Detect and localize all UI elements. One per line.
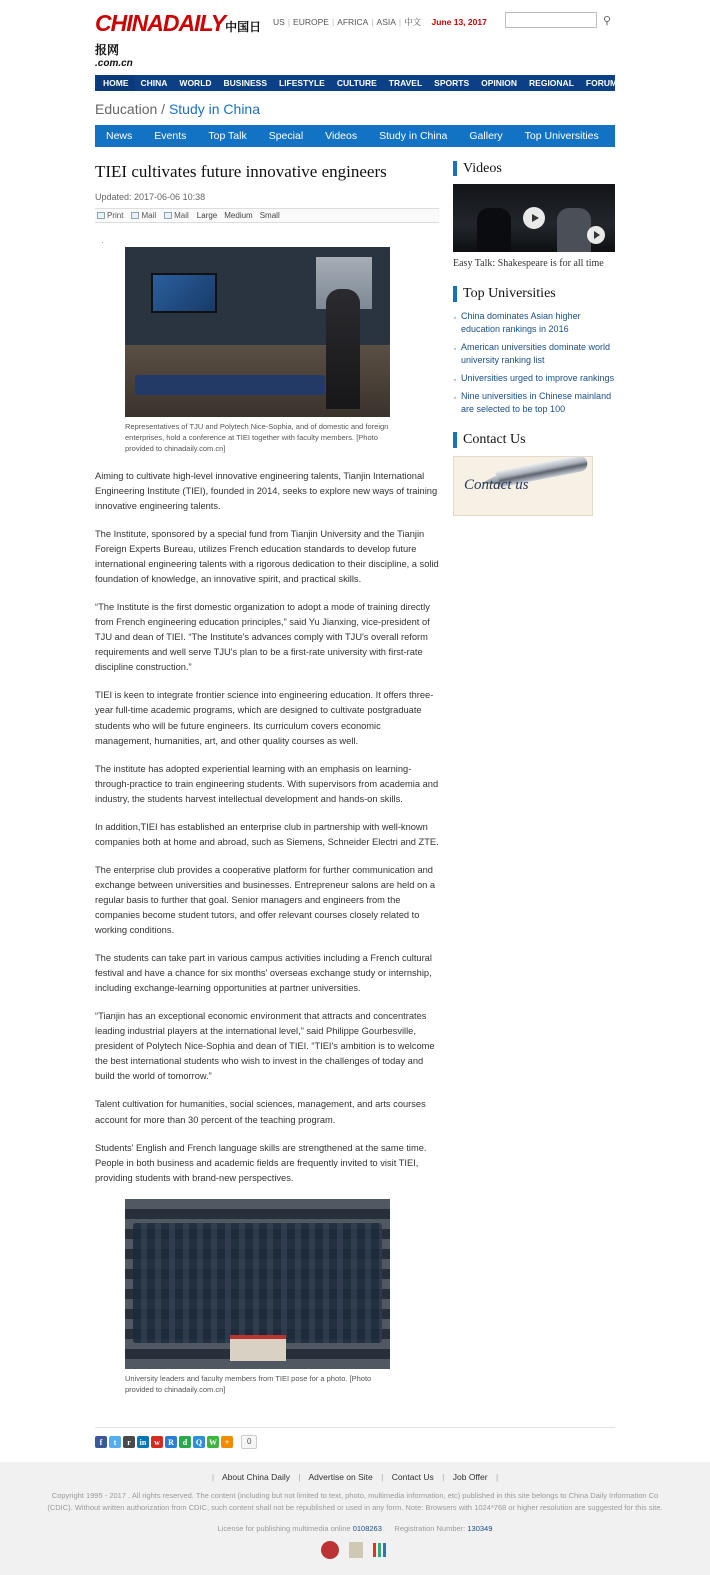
article-paragraph: The students can take part in various campus activities including a French cultural festival and have a chance for six months' overseas exchange study or internship, including exchange-learning opportunities at partner universities. (95, 953, 432, 994)
region-link-asia[interactable]: ASIA (376, 17, 396, 27)
site-footer (0, 1462, 710, 1575)
renren-icon[interactable]: R (165, 1436, 177, 1448)
nav-item-opinion[interactable]: OPINION (481, 78, 518, 88)
region-link-us[interactable]: US (273, 17, 285, 27)
subnav-item-study-in-china[interactable]: Study in China (379, 130, 448, 142)
reddit-icon[interactable]: r (123, 1436, 135, 1448)
nav-item-culture[interactable]: CULTURE (336, 78, 377, 88)
printer-icon (97, 212, 105, 219)
subnav-item-special[interactable]: Special (268, 130, 304, 142)
breadcrumb-parent[interactable]: Education (95, 101, 158, 117)
footer-link-contact[interactable]: Contact Us (391, 1472, 434, 1483)
article-figure-2 (95, 1199, 439, 1396)
nav-item-lifestyle[interactable]: LIFESTYLE (279, 78, 325, 88)
region-link-africa[interactable]: AFRICA (337, 17, 369, 27)
standing-person (326, 289, 360, 409)
police-badge-icon (321, 1541, 339, 1559)
footer-badges (0, 1533, 710, 1559)
sidebar-heading-contact-us: Contact Us (453, 432, 615, 447)
stats-badge-icon (373, 1543, 389, 1557)
nav-item-newspaper[interactable]: NEWSPAPER ▾ (629, 78, 690, 88)
share-count: 0 (241, 1435, 257, 1449)
play-icon[interactable] (523, 207, 545, 229)
breadcrumb (95, 91, 615, 125)
print-button[interactable] (97, 211, 123, 220)
article-paragraph: The enterprise club provides a cooperative platform for further communication and exchange between universities and businesses. Entrepreneur salons are held on a regular basis to further that goal. Senior managers and engineers from the companies become student tutors, and offer relevant courses closely related to working conditions. (95, 864, 436, 936)
logo-text: CHINADAILY (95, 10, 226, 36)
article-paragraph: TIEI is keen to integrate frontier science into engineering education. It offers three-year full-time academic programs, which are designed to cultivate postgraduate students who will be future engineers. Its curriculum covers economic management, humanities, art, and other quality courses as well. (95, 690, 434, 746)
nav-item-regional[interactable]: REGIONAL (529, 78, 574, 88)
sidebar-heading-top-universities: Top Universities (453, 286, 615, 301)
list-item[interactable]: · Nine universities in Chinese mainland are selected to be top 100 (453, 390, 615, 416)
share-bar[interactable] (95, 1427, 615, 1458)
breadcrumb-current[interactable]: Study in China (168, 101, 261, 117)
nav-item-business[interactable]: BUSINESS (223, 78, 267, 88)
list-item[interactable]: · China dominates Asian higher education rankings in 2016 (453, 310, 615, 336)
list-item[interactable]: · American universities dominate world university ranking list (453, 341, 615, 367)
site-header (0, 0, 710, 69)
article-paragraph: “The Institute is the first domestic organization to adopt a mode of training directly from French engineering education principles,” said Yu Jianxing, vice-president of TJU and dean of TIEI. “The Institute's advances comply with TJU's overall reform requirements and well serve TJU's plan to be a first-rate university with first-rate discipline construction.” (95, 602, 430, 673)
group-photo (125, 1199, 390, 1369)
region-link-europe[interactable]: EUROPE (293, 17, 329, 27)
nav-item-home[interactable]: HOME (97, 75, 135, 91)
region-link-chinese[interactable]: 中文 (404, 17, 422, 27)
comment-label: Mail (174, 211, 189, 221)
comment-icon (164, 212, 172, 219)
plus-icon[interactable]: + (221, 1436, 233, 1448)
subnav-item-news[interactable]: News (106, 130, 133, 142)
twitter-icon[interactable]: t (109, 1436, 121, 1448)
logo-chinese: 中国日报网 (95, 20, 262, 57)
font-size-medium[interactable]: Medium (224, 211, 253, 221)
nav-item-forum[interactable]: FORUM (585, 78, 618, 88)
registration-number: 130349 (467, 1524, 493, 1534)
article-figure-1 (95, 247, 439, 455)
search-box[interactable] (505, 12, 615, 28)
page-title: TIEI cultivates future innovative engineers (95, 162, 387, 181)
douban-icon[interactable]: d (179, 1436, 191, 1448)
list-item[interactable]: · Universities urged to improve rankings (453, 372, 615, 385)
article-toolbar[interactable] (95, 208, 439, 223)
article-paragraph: “Tianjin has an exceptional economic environment that attracts and concentrates leading industrial players at the international level,” said Philippe Gourbesville, president of Polytech Nice-Sophia and dean of TIEI. “TIEI's ambition is to welcome the best international students who wish to invest in the challenges of today and build the world of tomorrow.” (95, 1011, 435, 1082)
mail-icon (131, 212, 139, 219)
linkedin-icon[interactable]: in (137, 1436, 149, 1448)
article-updated: Updated: 2017-06-06 10:38 (95, 192, 206, 203)
footer-link-job-offer[interactable]: Job Offer (452, 1472, 488, 1483)
conference-photo (125, 247, 390, 417)
font-size-small[interactable]: Small (259, 211, 280, 221)
subnav-item-gallery[interactable]: Gallery (469, 130, 503, 142)
copyright-text: Copyright 1995 - 2017 . All rights reserved. The content (including but not limited to text, photo, multimedia information, etc) published in this site belongs to China Daily Information Co (CDIC). Without written authorization from CDIC, such content shall not be republished or used in any form. Note: Browsers with 1024*768 or higher resolution are suggested for this site. (47, 1491, 663, 1513)
search-icon[interactable]: ⚲ (602, 14, 612, 27)
nav-item-travel[interactable]: TRAVEL (388, 78, 423, 88)
font-size-large[interactable]: Large (196, 211, 218, 221)
subnav-item-top-universities[interactable]: Top Universities (524, 130, 599, 142)
region-links: US | EUROPE | AFRICA | ASIA | 中文 June 13, 2017 (273, 17, 487, 27)
site-logo[interactable] (95, 12, 273, 69)
main-navigation[interactable] (95, 75, 690, 91)
comment-button[interactable] (164, 211, 189, 220)
nav-item-world[interactable]: WORLD (179, 78, 212, 88)
license-line (0, 1514, 710, 1533)
breadcrumb-separator: / (161, 101, 166, 117)
subnav-item-events[interactable]: Events (154, 130, 187, 142)
logo-domain: .com.cn (95, 58, 133, 69)
article-paragraph: In addition,TIEI has established an enterprise club in partnership with well-known companies both at home and abroad, such as Siemens, Schneider Electri and ZTE. (95, 821, 439, 847)
contact-us-text: Contact us (464, 476, 529, 493)
facebook-icon[interactable]: f (95, 1436, 107, 1448)
video-caption[interactable]: Easy Talk: Shakespeare is for all time (453, 258, 604, 270)
license-number: 0108263 (352, 1524, 382, 1534)
video-thumbnail[interactable] (453, 184, 615, 252)
nav-item-china[interactable]: CHINA (140, 78, 168, 88)
license-label: License for publishing multimedia online (217, 1524, 351, 1534)
nav-item-sports[interactable]: SPORTS (434, 78, 470, 88)
weibo-icon[interactable]: w (151, 1436, 163, 1448)
subnav-item-top-talk[interactable]: Top Talk (208, 130, 247, 142)
figure-caption: Representatives of TJU and Polytech Nice-Sophia, and of domestic and foreign enterprises, hold a conference at TIEI together with faculty members. [Photo provided to chinadaily.com.cn] (125, 422, 389, 453)
print-label: Print (107, 211, 124, 221)
article-paragraph: Talent cultivation for humanities, social sciences, management, and arts courses account for more than 30 percent of the teaching program. (95, 1099, 426, 1125)
article-paragraph: The institute has adopted experiential learning with an emphasis on learning-through-practice to train engineering students. With supervisors from academia and industry, the students harvest intellectual development and hands-on skills. (95, 763, 439, 804)
sidebar-heading-videos: Videos (453, 161, 615, 176)
article-paragraph: The Institute, sponsored by a special fund from Tianjin University and the Tianjin Foreign Experts Bureau, utilizes French education standards to develop future international engineering talents with a rigorous dedication to their discipline, a solid foundation of knowledge, an innovative spirit, and practical skills. (95, 529, 439, 585)
top-universities-list (453, 310, 615, 416)
figure-caption: University leaders and faculty members from TIEI pose for a photo. [Photo provided to chinadaily.com.cn] (125, 1373, 372, 1394)
video-figure-left (477, 208, 511, 252)
section-navigation[interactable] (95, 125, 615, 147)
projector-screen (151, 273, 217, 313)
qq-icon[interactable]: Q (193, 1436, 205, 1448)
video-figure-right (557, 208, 591, 252)
group-people (133, 1223, 382, 1343)
video-widget[interactable] (453, 184, 615, 270)
subnav-item-videos[interactable]: Videos (325, 130, 358, 142)
spacer-dot: · (101, 237, 104, 248)
mail-label: Mail (141, 211, 157, 221)
footer-links[interactable]: | About China Daily | Advertise on Site | Contact Us | Job Offer | (211, 1472, 499, 1483)
registration-label: Registration Number: (394, 1524, 466, 1534)
play-icon-secondary[interactable] (587, 226, 605, 244)
certificate-badge-icon (349, 1542, 363, 1558)
mail-button[interactable] (131, 211, 156, 220)
article-paragraph: Aiming to cultivate high-level innovative engineering talents, Tianjin International Engineering Institute (TIEI), founded in 2014, seeks to explore new ways of training innovative engineering talents. (95, 470, 438, 511)
contact-us-banner[interactable] (453, 456, 593, 516)
current-date: June 13, 2017 (431, 17, 487, 27)
sidebar (453, 161, 615, 1409)
wechat-icon[interactable]: W (209, 1437, 217, 1447)
article-paragraph: Students' English and French language skills are strengthened at the same time. People in both business and academic fields are frequently invited to visit TIEI, providing students with brand-new perspectives. (95, 1142, 427, 1183)
article-column (95, 161, 453, 1409)
desk-row (135, 375, 325, 395)
footer-link-advertise[interactable]: Advertise on Site (308, 1472, 373, 1483)
ceremony-table (230, 1335, 286, 1361)
footer-link-about[interactable]: About China Daily (221, 1472, 290, 1483)
search-input[interactable] (505, 12, 597, 28)
